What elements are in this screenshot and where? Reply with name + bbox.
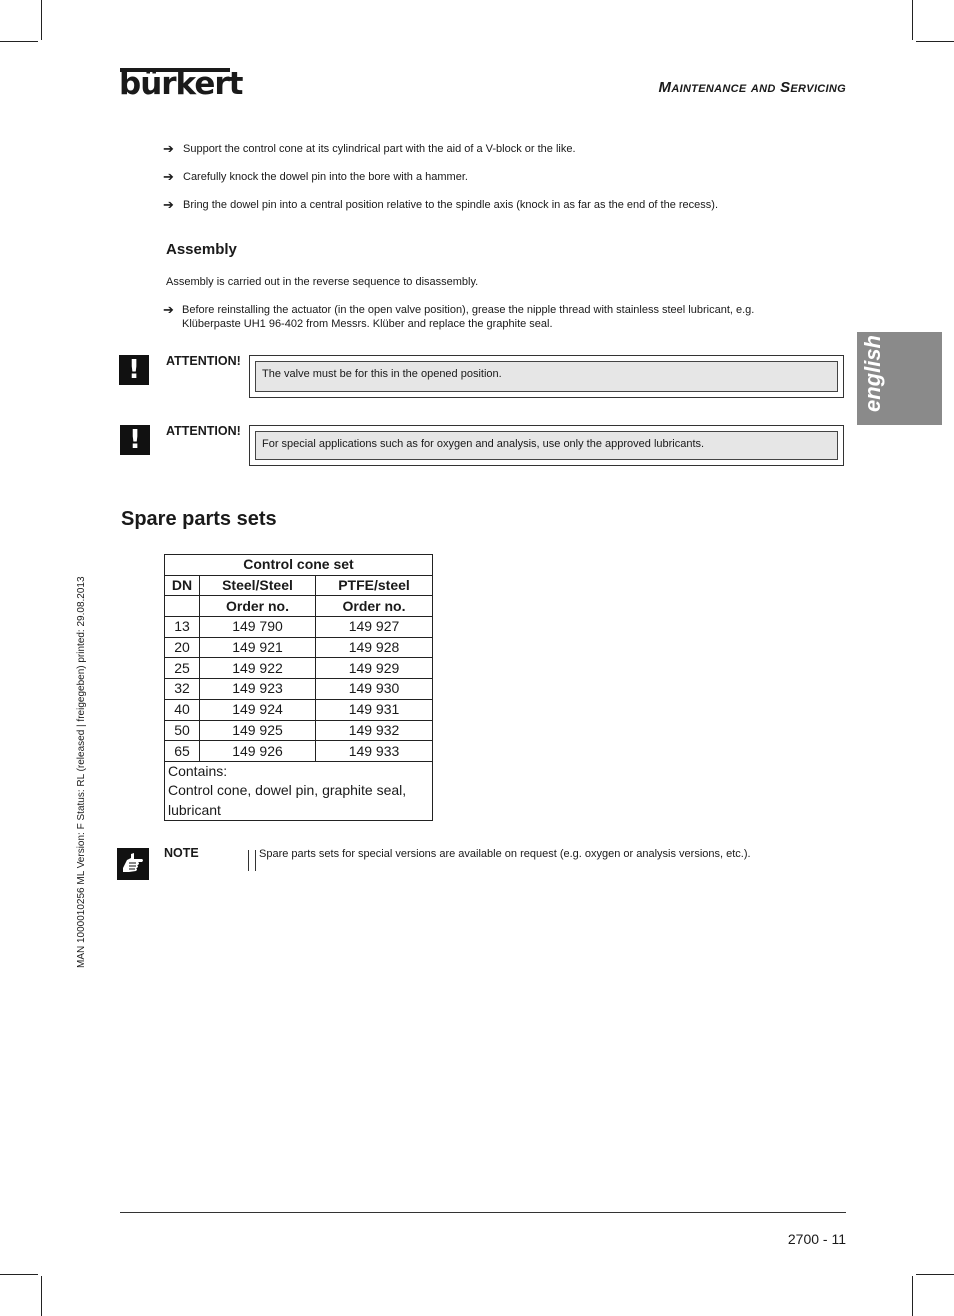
spare-parts-table <box>164 554 433 821</box>
warning-icon: ! <box>120 425 150 455</box>
contains-row <box>165 761 433 821</box>
attention-text: The valve must be for this in the opened position. <box>255 361 838 392</box>
crop-mark <box>41 1276 42 1316</box>
step-item <box>163 142 576 156</box>
ptfe-order-cell: 149 927 <box>316 617 433 638</box>
warning-icon: ! <box>119 355 149 385</box>
col-dn-header: DN <box>165 575 200 596</box>
dn-cell: 20 <box>165 637 200 658</box>
footer-divider <box>120 1212 846 1213</box>
empty-cell <box>165 596 200 617</box>
attention-label: ATTENTION! <box>166 424 241 438</box>
arrow-right-icon: ➔ <box>163 169 174 184</box>
step-item <box>163 303 754 331</box>
attention-box <box>249 355 844 398</box>
ptfe-order-cell: 149 931 <box>316 699 433 720</box>
crop-mark <box>41 0 42 40</box>
step-text: Carefully knock the dowel pin into the bore with a hammer. <box>183 171 468 183</box>
ptfe-order-cell: 149 929 <box>316 658 433 679</box>
section-title: Maintenance and Servicing <box>658 79 846 96</box>
table-title: Control cone set <box>165 555 433 576</box>
table-row <box>165 679 433 700</box>
page-number: 2700 - 11 <box>787 1231 846 1247</box>
steel-order-cell: 149 923 <box>200 679 316 700</box>
attention-label: ATTENTION! <box>166 354 241 368</box>
assembly-text: Assembly is carried out in the reverse sequence to disassembly. <box>166 276 479 288</box>
ptfe-order-cell: 149 933 <box>316 741 433 762</box>
language-tab-label: english <box>860 335 885 413</box>
ptfe-order-cell: 149 928 <box>316 637 433 658</box>
spare-parts-heading: Spare parts sets <box>121 508 277 530</box>
table-header-row <box>165 555 433 576</box>
dn-cell: 65 <box>165 741 200 762</box>
table-header-row <box>165 596 433 617</box>
order-no-header: Order no. <box>316 596 433 617</box>
col-steel-header: Steel/Steel <box>200 575 316 596</box>
step-text: Bring the dowel pin into a central position relative to the spindle axis (knock in as far as the end of the recess). <box>183 199 719 211</box>
dn-cell: 40 <box>165 699 200 720</box>
table-row <box>165 699 433 720</box>
steel-order-cell: 149 922 <box>200 658 316 679</box>
step-line: Klüberpaste UH1 96-402 from Messrs. Klüber and replace the graphite seal. <box>182 318 553 330</box>
arrow-right-icon: ➔ <box>163 302 174 317</box>
language-tab <box>857 332 942 425</box>
steel-order-cell: 149 921 <box>200 637 316 658</box>
dn-cell: 13 <box>165 617 200 638</box>
crop-mark <box>0 41 38 42</box>
crop-mark <box>912 0 913 40</box>
step-item <box>163 198 718 212</box>
crop-mark <box>916 41 954 42</box>
dn-cell: 32 <box>165 679 200 700</box>
col-ptfe-header: PTFE/steel <box>316 575 433 596</box>
attention-box <box>249 425 844 466</box>
attention-text: For special applications such as for oxygen and analysis, use only the approved lubricants. <box>255 431 838 460</box>
note-divider <box>248 850 256 871</box>
step-text: Support the control cone at its cylindrical part with the aid of a V-block or the like. <box>183 143 576 155</box>
burkert-logo <box>119 66 243 102</box>
step-text <box>182 303 754 331</box>
step-item <box>163 170 468 184</box>
table-row <box>165 617 433 638</box>
table-row <box>165 637 433 658</box>
table-header-row <box>165 575 433 596</box>
note-label: NOTE <box>164 846 199 860</box>
document-info: MAN 1000010256 ML Version: F Status: RL (released | freigegeben) printed: 29.08.2013 <box>76 576 87 968</box>
crop-mark <box>912 1276 913 1316</box>
table-row <box>165 720 433 741</box>
dn-cell: 25 <box>165 658 200 679</box>
table-row <box>165 658 433 679</box>
arrow-right-icon: ➔ <box>163 197 174 212</box>
contains-line: Control cone, dowel pin, graphite seal, <box>168 782 407 799</box>
dn-cell: 50 <box>165 720 200 741</box>
hand-pointer-icon <box>117 848 149 880</box>
steel-order-cell: 149 926 <box>200 741 316 762</box>
contains-line: lubricant <box>168 801 221 818</box>
crop-mark <box>916 1274 954 1275</box>
assembly-heading: Assembly <box>166 241 237 258</box>
arrow-right-icon: ➔ <box>163 141 174 156</box>
note-text: Spare parts sets for special versions are available on request (e.g. oxygen or analysis versions, etc.). <box>259 848 751 860</box>
steel-order-cell: 149 925 <box>200 720 316 741</box>
contains-label: Contains: <box>168 762 228 779</box>
table-row <box>165 741 433 762</box>
crop-mark <box>0 1274 38 1275</box>
ptfe-order-cell: 149 930 <box>316 679 433 700</box>
contains-cell <box>165 761 433 821</box>
order-no-header: Order no. <box>200 596 316 617</box>
ptfe-order-cell: 149 932 <box>316 720 433 741</box>
logo-text: bürkert <box>119 66 243 102</box>
steel-order-cell: 149 790 <box>200 617 316 638</box>
step-line: Before reinstalling the actuator (in the open valve position), grease the nipple thread with stainless steel lubricant, e.g. <box>182 304 755 316</box>
steel-order-cell: 149 924 <box>200 699 316 720</box>
